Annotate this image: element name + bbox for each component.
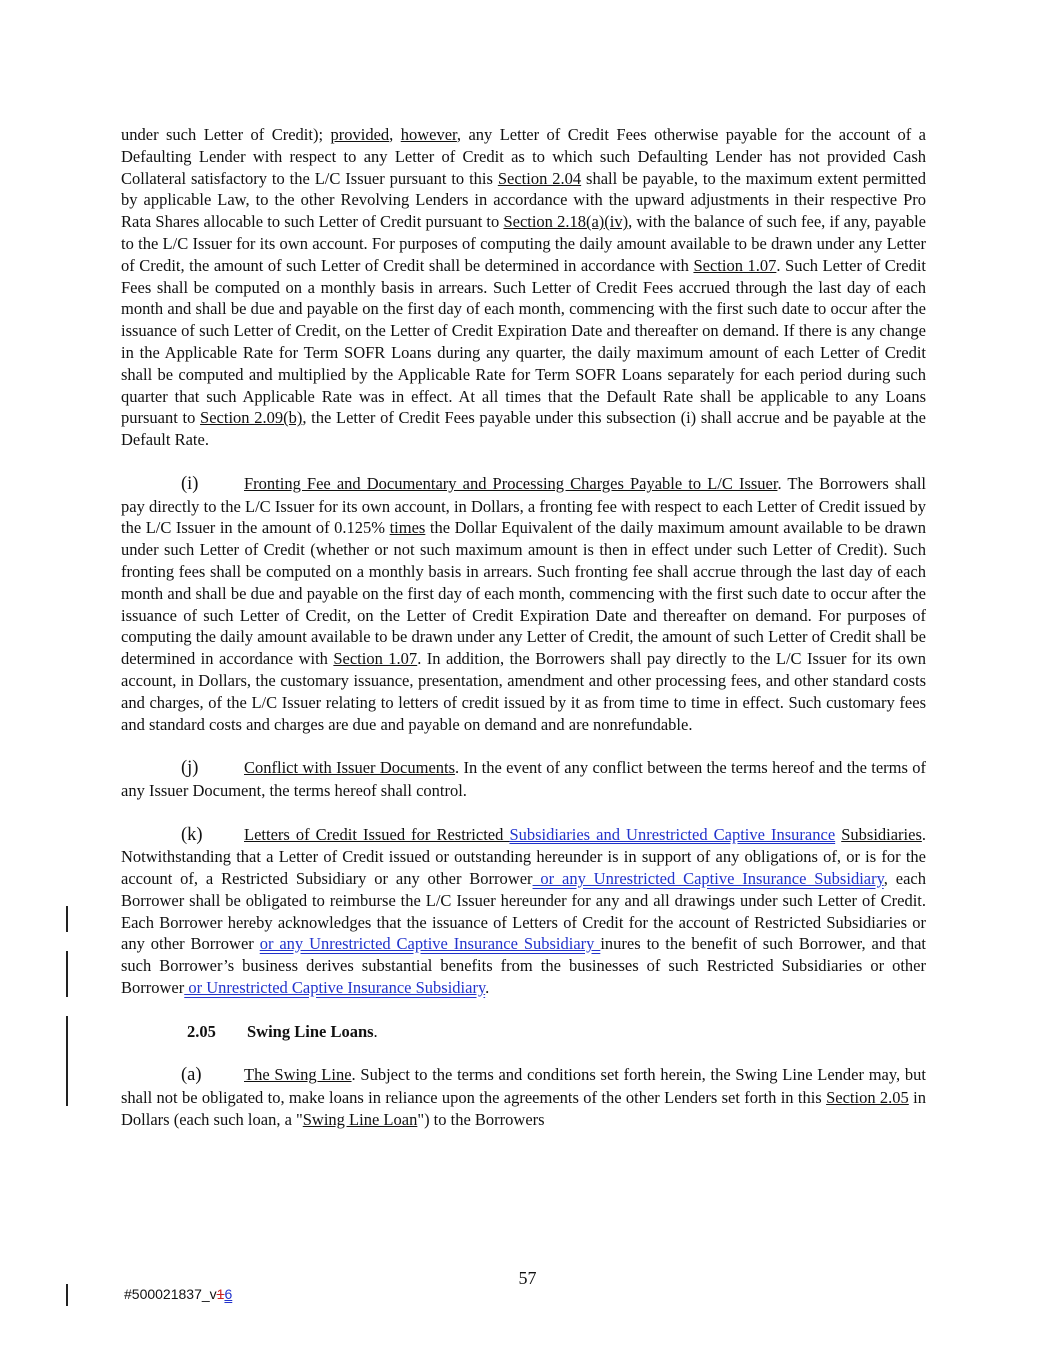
inserted-text: or Unrestricted Captive Insurance Subsidiary: [184, 978, 486, 998]
section-heading: [121, 1021, 926, 1043]
paragraph-a: [121, 1064, 926, 1130]
provided-term: provided: [330, 125, 390, 144]
text-run: under such Letter of Credit);: [121, 125, 331, 144]
times-term: times: [389, 518, 426, 538]
text-run: .: [485, 978, 490, 998]
paragraph-h-continuation: [121, 124, 926, 451]
text-run: , with the balance of such fee, if any, payable to the L/C Issuer for its own account. For purposes of computing the daily amount available to be drawn under any Letter of Credit, the amount of such Letter of Credit shall be determined in accordance with: [121, 212, 927, 275]
text-run: .: [373, 1021, 378, 1041]
text-run: shall be payable, to the maximum extent permitted by applicable Law, to the other Revolving Lenders in accordance with the upward adjustments in their respective Pro Rata Shares allocable to such Letter of Credit pursuant to: [121, 168, 926, 232]
text-run: , the Letter of Credit Fees payable under this subsection (i) shall accrue and be payable at the Default Rate.: [121, 408, 926, 450]
clause-title: Subsidiaries: [841, 824, 922, 844]
change-bar: [66, 1016, 68, 1106]
clause-label: (a): [181, 1065, 202, 1086]
document-page: [121, 124, 926, 1131]
section-reference: Section 2.09(b): [200, 408, 303, 428]
defined-term: Swing Line Loan: [302, 1109, 418, 1129]
section-reference: Section 2.04: [497, 168, 582, 188]
section-title: Swing Line Loans: [247, 1021, 374, 1041]
section-reference: Section 1.07: [333, 649, 418, 669]
section-number: 2.05: [187, 1021, 216, 1041]
inserted-text: or any Unrestricted Captive Insurance Subsidiary: [532, 869, 884, 889]
deleted-version: 1: [216, 1286, 225, 1302]
clause-label: (j): [181, 758, 199, 779]
text-run: . Such Letter of Credit Fees shall be computed on a monthly basis in arrears. Such Letter of Credit Fees accrued through the last day of each month and shall be due and payable on the first day of each month, commencing with the first such date to occur after the issuance of such Letter of Credit, on the Letter of Credit Expiration Date and thereafter on demand. If there is any change in the Applicable Rate for Term SOFR Loans during any quarter, the daily maximum amount of each Letter of Credit shall be computed and multiplied by the Applicable Rate for Term SOFR Loans separately for each period during such quarter that such Applicable Rate was in effect. At all times that the Default Rate shall be applicable to any Loans pursuant to: [121, 255, 926, 428]
text-run: . In the event of any conflict between the terms hereof and the terms of any Issuer Document, the terms hereof shall control.: [121, 758, 926, 800]
text-run: ") to the Borrowers: [417, 1109, 545, 1129]
section-reference: Section 2.05: [826, 1088, 909, 1108]
clause-title: Conflict with Issuer Documents: [244, 758, 456, 778]
text-run: the Dollar Equivalent of the daily maximum amount available to be drawn under such Letter of Credit (whether or not such maximum amount is then in effect under such Letter of Credit). Such fronting fees shall be computed on a monthly basis in arrears. Such fronting fee shall accrue through the last day of each month and shall be due and payable on the first day of each month, commencing with the first such date to occur after the issuance of such Letter of Credit, on the Letter of Credit Expiration Date and thereafter on demand. For purposes of computing the daily amount available to be drawn under any Letter of Credit, the amount of such Letter of Credit shall be determined in accordance with: [121, 518, 926, 669]
text-run: , each Borrower shall be obligated to reimburse the L/C Issuer hereunder for any and all drawings under such Letter of Credit. Each Borrower hereby acknowledges that the issuance of Letters of Credit for the account of Restricted Subsidiaries or any other Borrower: [121, 869, 926, 954]
text-run: , any Letter of Credit Fees otherwise payable for the account of a Defaulting Lender with respect to any Letter of Credit as to which such Defaulting Lender has not provided Cash Collateral satisfactory to the L/C Issuer pursuant to this: [121, 125, 927, 188]
however-term: however: [400, 125, 457, 144]
inserted-text: or any Unrestricted Captive Insurance Subsidiary: [259, 934, 601, 954]
document-id-prefix: #500021837_v: [124, 1286, 217, 1302]
text-run: . Notwithstanding that a Letter of Credit issued or outstanding hereunder is in support of any obligations of, or is for the account of, a Restricted Subsidiary or any other Borrower: [121, 824, 927, 889]
change-bar: [66, 906, 68, 932]
page-number: 57: [518, 1268, 537, 1288]
clause-title: Fronting Fee and Documentary and Processing Charges Payable to L/C Issuer: [244, 473, 778, 493]
text-run: ,: [389, 125, 401, 144]
section-reference: Section 2.18(a)(iv): [503, 212, 629, 232]
text-run: inures to the benefit of such Borrower, and that such Borrower’s business derives substantial benefits from the businesses of such Restricted Subsidiaries or other Borrower: [121, 934, 926, 998]
section-reference: Section 1.07: [693, 255, 777, 275]
clause-label: (i): [181, 473, 199, 494]
inserted-text: Subsidiaries and Unrestricted Captive Insurance: [509, 824, 836, 844]
paragraph-k: [121, 824, 926, 999]
inserted-version: 6: [224, 1286, 233, 1302]
text-run: . The Borrowers shall pay directly to the L/C Issuer for its own account, in Dollars, a fronting fee with respect to each Letter of Credit issued by the L/C Issuer in the amount of 0.125%: [121, 473, 926, 538]
text-run: in Dollars (each such loan, a ": [121, 1088, 926, 1129]
document-id: [124, 1286, 232, 1302]
clause-label: (k): [181, 824, 203, 845]
text-run: . In addition, the Borrowers shall pay directly to the L/C Issuer for its own account, in Dollars, the customary issuance, presentation, amendment and other processing fees, and other standard costs and charges, of the L/C Issuer relating to letters of credit issued by it as from time to time in effect. Such customary fees and standard costs and charges are due and payable on demand and are nonrefundable.: [121, 649, 926, 734]
clause-title: Letters of Credit Issued for Restricted: [244, 824, 510, 844]
clause-title: The Swing Line: [244, 1065, 352, 1085]
paragraph-j: [121, 757, 926, 802]
paragraph-i: [121, 473, 926, 736]
change-bar: [66, 951, 68, 997]
text-run: . Subject to the terms and conditions set forth herein, the Swing Line Lender may, but shall not be obligated to, make loans in reliance upon the agreements of the other Lenders set forth in this: [121, 1065, 926, 1108]
